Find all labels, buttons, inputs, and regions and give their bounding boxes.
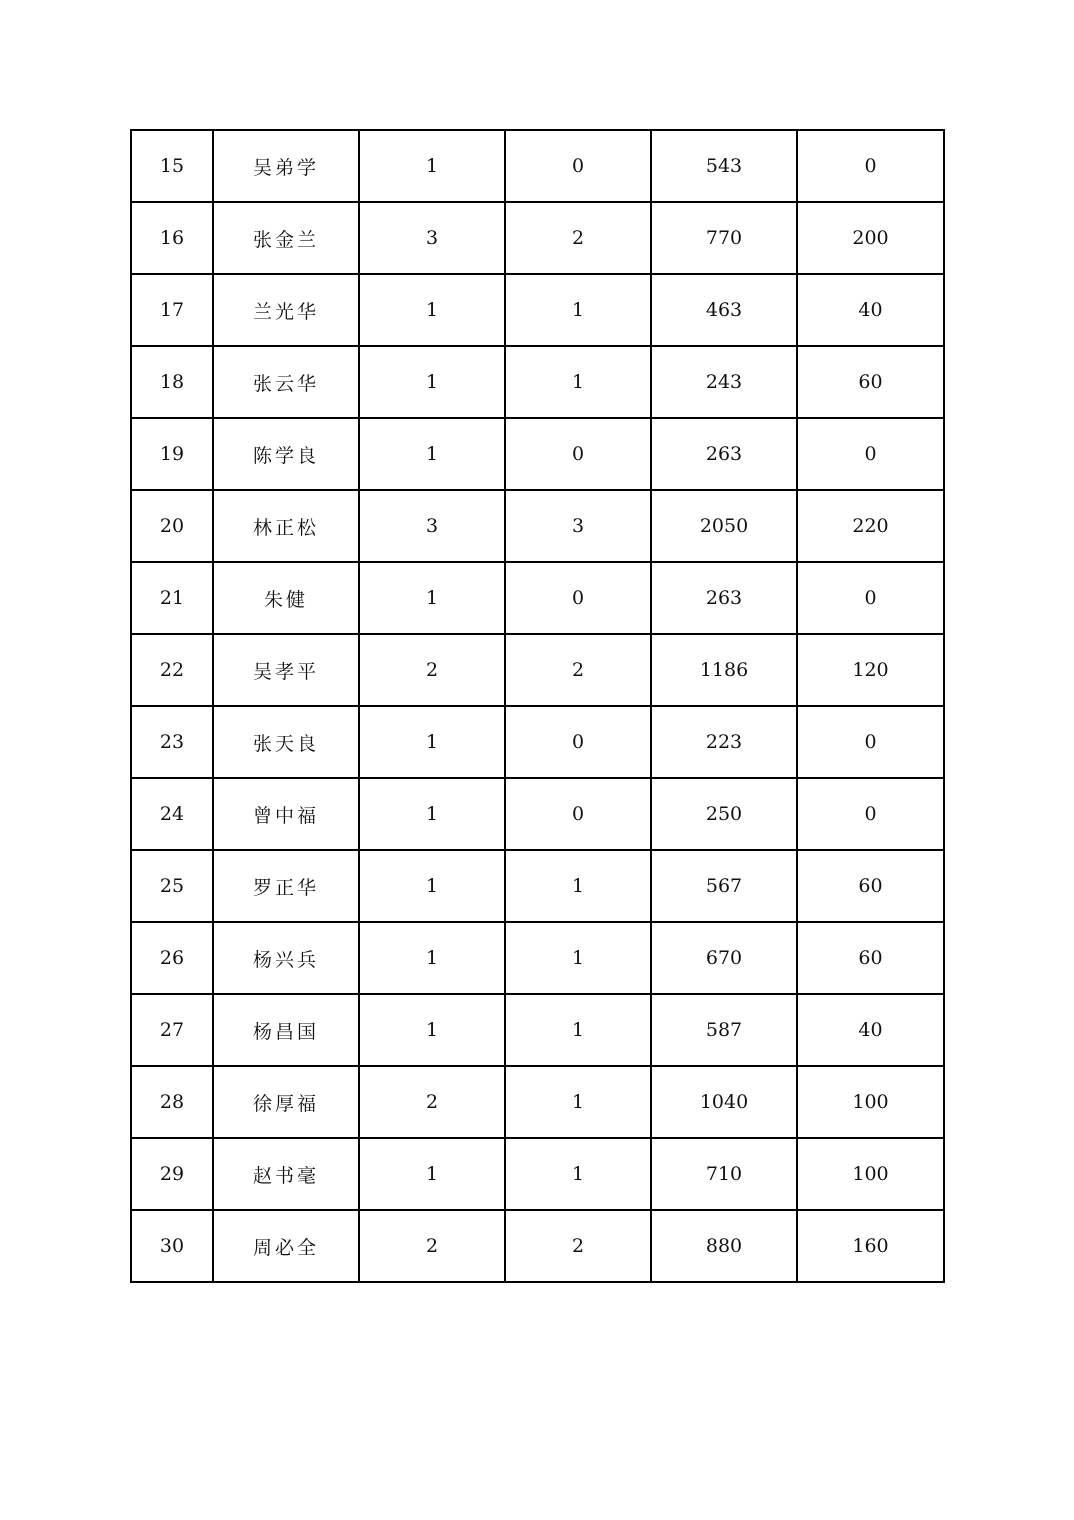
table-row [131,202,944,274]
table-cell-col-b: 0 [505,130,651,202]
table-cell-col-b: 0 [505,562,651,634]
table-cell-col-d: 0 [797,418,944,490]
table-cell-col-d: 0 [797,562,944,634]
table-cell-col-name: 罗正华 [213,850,359,922]
table-cell-col-b: 1 [505,1066,651,1138]
table-cell-col-a: 1 [359,994,505,1066]
table-cell-col-a: 1 [359,850,505,922]
table-cell-col-name: 周必全 [213,1210,359,1282]
table-body [131,130,944,1282]
table-cell-col-a: 1 [359,706,505,778]
table-cell-col-name: 吴弟学 [213,130,359,202]
table-cell-col-c: 670 [651,922,797,994]
table-row [131,922,944,994]
table-cell-col-d: 0 [797,130,944,202]
table-cell-col-c: 243 [651,346,797,418]
table-cell-col-index: 24 [131,778,213,850]
table-row [131,1066,944,1138]
table-cell-col-a: 1 [359,922,505,994]
data-table [130,129,945,1283]
table-row [131,130,944,202]
table-cell-col-c: 263 [651,418,797,490]
table-cell-col-a: 1 [359,778,505,850]
table-cell-col-c: 250 [651,778,797,850]
table-cell-col-index: 26 [131,922,213,994]
table-row [131,346,944,418]
table-cell-col-index: 23 [131,706,213,778]
table-cell-col-a: 2 [359,634,505,706]
table-row [131,850,944,922]
table-cell-col-name: 张云华 [213,346,359,418]
table-cell-col-name: 吴孝平 [213,634,359,706]
table-cell-col-index: 20 [131,490,213,562]
table-cell-col-name: 杨昌国 [213,994,359,1066]
table-cell-col-index: 27 [131,994,213,1066]
table-cell-col-name: 张金兰 [213,202,359,274]
table-cell-col-name: 兰光华 [213,274,359,346]
table-cell-col-d: 40 [797,274,944,346]
table-cell-col-a: 1 [359,346,505,418]
table-cell-col-d: 60 [797,346,944,418]
table-row [131,634,944,706]
table-cell-col-b: 1 [505,346,651,418]
table-cell-col-index: 30 [131,1210,213,1282]
table-cell-col-c: 1040 [651,1066,797,1138]
table-row [131,778,944,850]
table-cell-col-a: 1 [359,562,505,634]
table-cell-col-index: 19 [131,418,213,490]
table-cell-col-b: 1 [505,850,651,922]
table-cell-col-d: 220 [797,490,944,562]
table-cell-col-c: 2050 [651,490,797,562]
table-cell-col-a: 2 [359,1066,505,1138]
table-cell-col-index: 29 [131,1138,213,1210]
table-cell-col-name: 林正松 [213,490,359,562]
table-cell-col-name: 张天良 [213,706,359,778]
table-cell-col-d: 100 [797,1066,944,1138]
table-cell-col-c: 567 [651,850,797,922]
table-cell-col-b: 1 [505,274,651,346]
table-cell-col-d: 40 [797,994,944,1066]
table-cell-col-name: 徐厚福 [213,1066,359,1138]
table-cell-col-b: 3 [505,490,651,562]
table-cell-col-b: 0 [505,418,651,490]
table-cell-col-index: 28 [131,1066,213,1138]
table-cell-col-index: 15 [131,130,213,202]
table-row [131,994,944,1066]
table-cell-col-b: 1 [505,922,651,994]
table-cell-col-c: 223 [651,706,797,778]
table-cell-col-name: 陈学良 [213,418,359,490]
table-cell-col-d: 0 [797,706,944,778]
table-cell-col-a: 2 [359,1210,505,1282]
table-cell-col-index: 21 [131,562,213,634]
table-cell-col-c: 463 [651,274,797,346]
table-cell-col-c: 710 [651,1138,797,1210]
table-cell-col-d: 100 [797,1138,944,1210]
table-cell-col-name: 曾中福 [213,778,359,850]
table-cell-col-b: 0 [505,778,651,850]
table-cell-col-name: 朱健 [213,562,359,634]
table-row [131,1138,944,1210]
table-cell-col-d: 120 [797,634,944,706]
table-cell-col-d: 160 [797,1210,944,1282]
table-cell-col-d: 200 [797,202,944,274]
table-cell-col-b: 1 [505,994,651,1066]
table-cell-col-a: 3 [359,202,505,274]
table-cell-col-b: 2 [505,202,651,274]
table-cell-col-b: 0 [505,706,651,778]
table-cell-col-c: 880 [651,1210,797,1282]
table-cell-col-index: 25 [131,850,213,922]
table-cell-col-c: 1186 [651,634,797,706]
table-cell-col-name: 赵书毫 [213,1138,359,1210]
table-cell-col-name: 杨兴兵 [213,922,359,994]
table-cell-col-a: 1 [359,418,505,490]
table-cell-col-b: 2 [505,634,651,706]
table-cell-col-b: 2 [505,1210,651,1282]
table-cell-col-a: 1 [359,274,505,346]
table-row [131,1210,944,1282]
table-row [131,490,944,562]
table-row [131,418,944,490]
table-cell-col-index: 17 [131,274,213,346]
table-cell-col-d: 60 [797,850,944,922]
table-cell-col-d: 60 [797,922,944,994]
table-cell-col-c: 263 [651,562,797,634]
table-cell-col-b: 1 [505,1138,651,1210]
table-row [131,562,944,634]
table-cell-col-c: 543 [651,130,797,202]
table-cell-col-a: 1 [359,130,505,202]
table-row [131,706,944,778]
table-cell-col-a: 1 [359,1138,505,1210]
table-cell-col-a: 3 [359,490,505,562]
table-cell-col-index: 18 [131,346,213,418]
table-cell-col-c: 587 [651,994,797,1066]
table-cell-col-c: 770 [651,202,797,274]
table-cell-col-index: 22 [131,634,213,706]
table-cell-col-d: 0 [797,778,944,850]
table-row [131,274,944,346]
table-cell-col-index: 16 [131,202,213,274]
